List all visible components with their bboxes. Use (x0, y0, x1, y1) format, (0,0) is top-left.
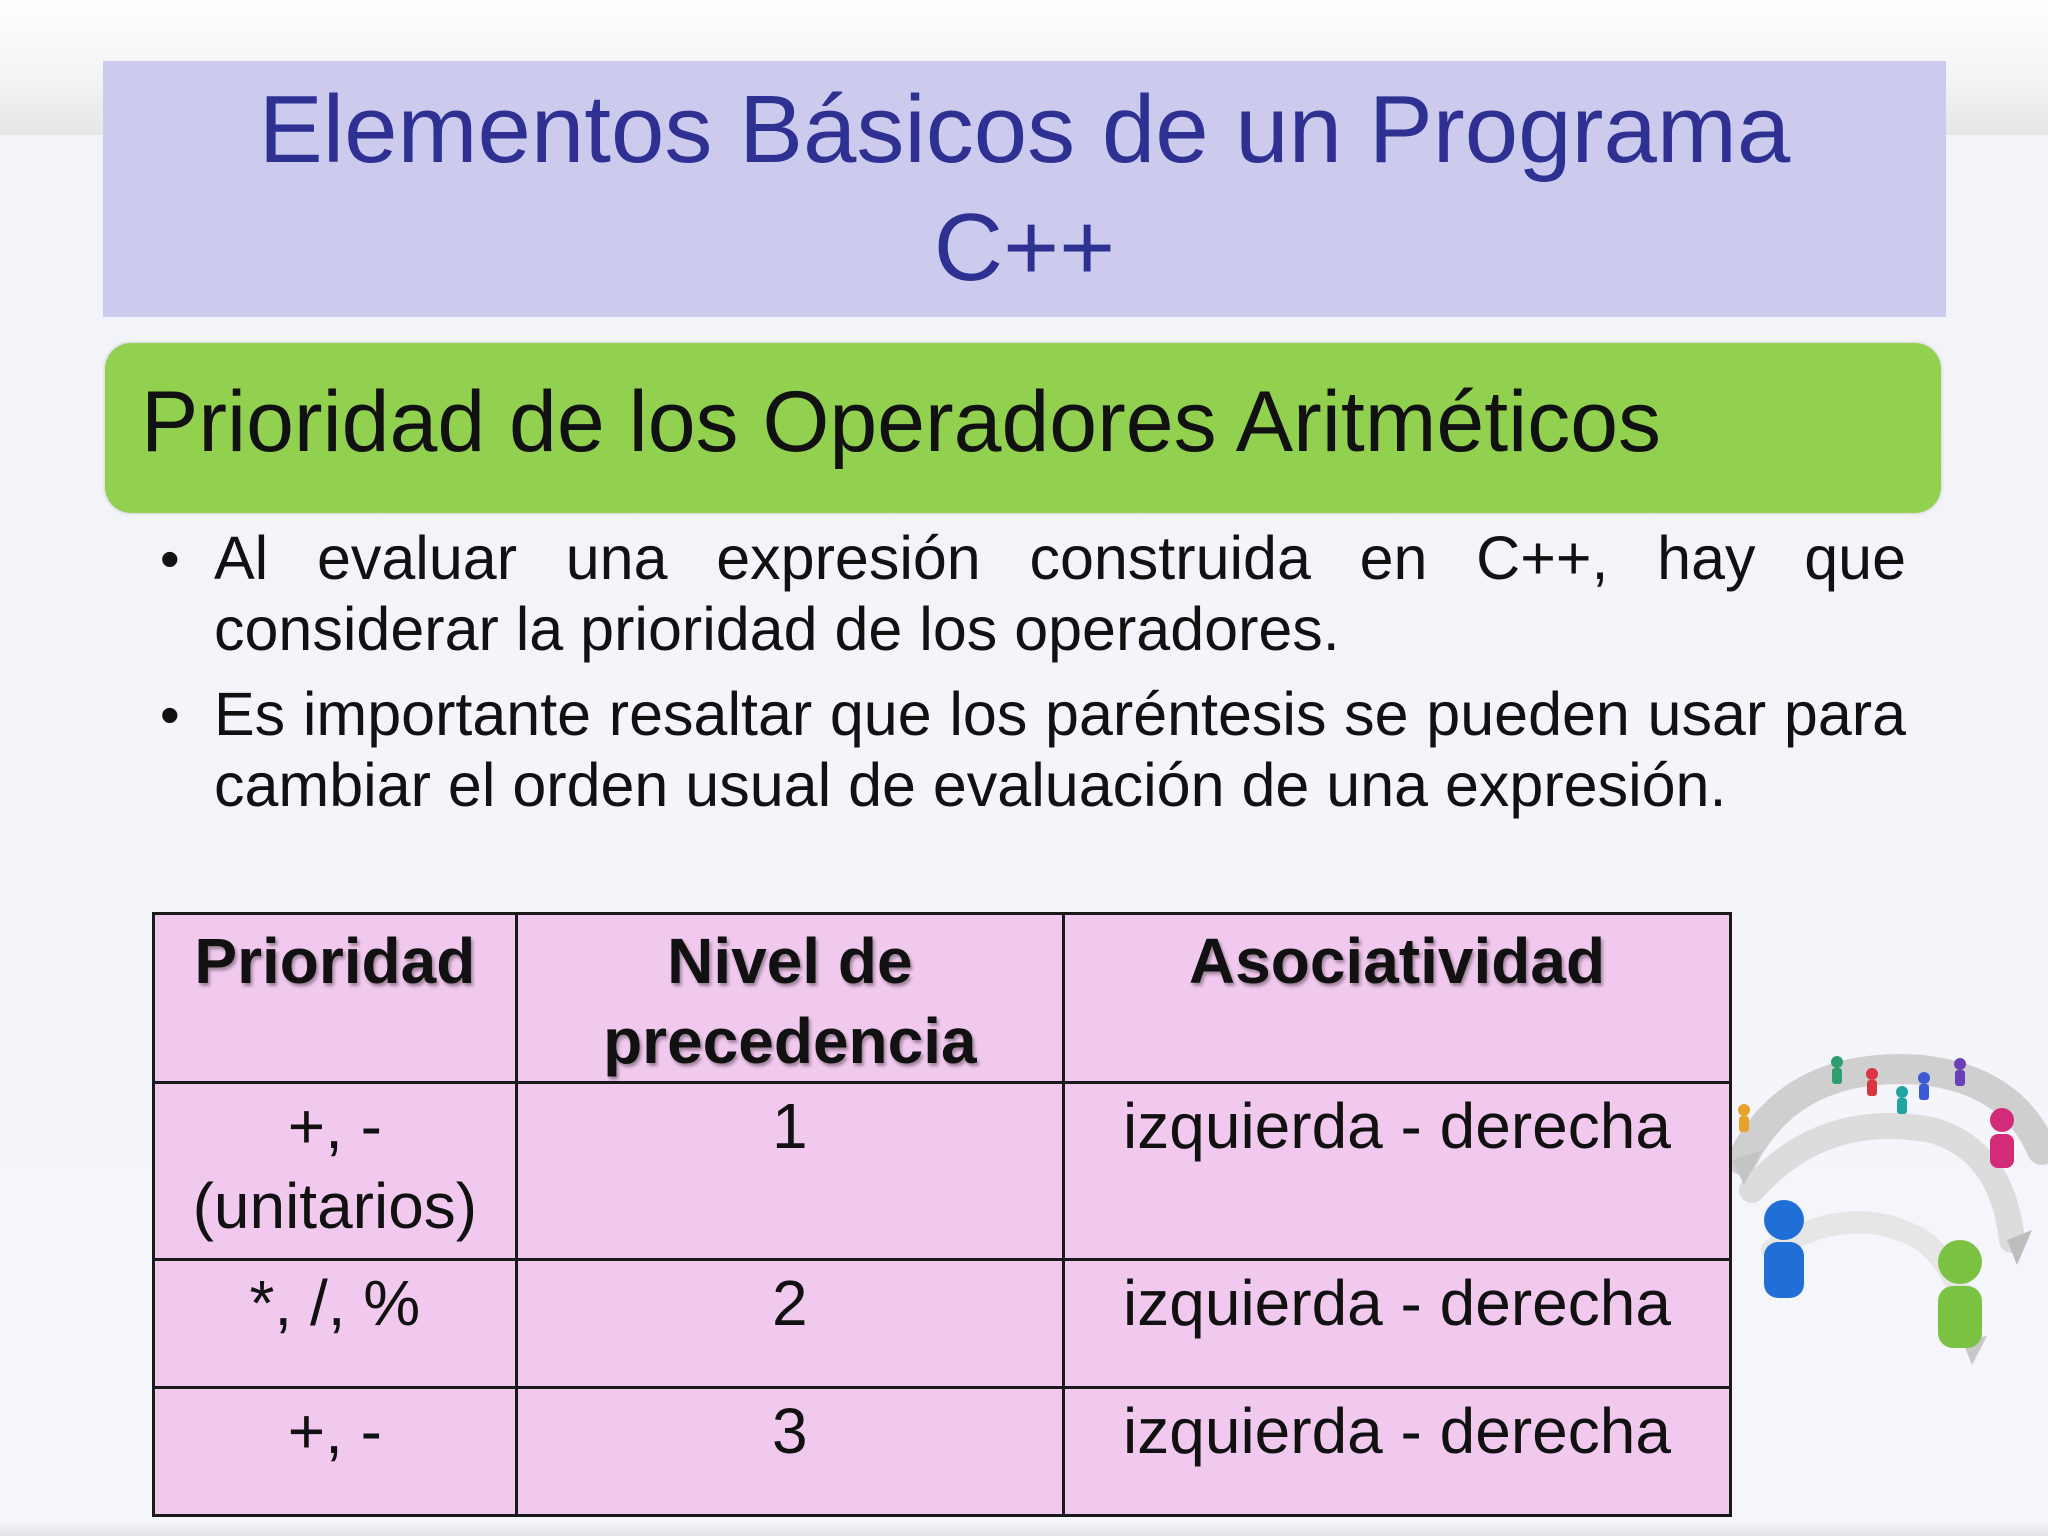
subtitle-text: Prioridad de los Operadores Aritméticos (141, 374, 1662, 470)
cell-associativity: izquierda - derecha (1063, 1260, 1730, 1388)
subtitle-banner (105, 343, 1941, 513)
cell-level: 3 (516, 1388, 1063, 1516)
cell-associativity: izquierda - derecha (1063, 1083, 1730, 1260)
header-precedence-level (516, 914, 1063, 1083)
header-priority: Prioridad (154, 914, 517, 1083)
cell-associativity: izquierda - derecha (1063, 1388, 1730, 1516)
table-row (154, 1083, 1731, 1260)
table-row (154, 1260, 1731, 1388)
cell-priority: +, - (unitarios) (154, 1083, 517, 1260)
table-row (154, 1388, 1731, 1516)
cell-level: 2 (516, 1260, 1063, 1388)
bullet-text-1: Al evaluar una expresión construida en C++, hay que considerar la prioridad de los operadores. (214, 524, 1906, 663)
slide-title-box (103, 61, 1946, 317)
table-header-row (154, 914, 1731, 1083)
header-level-line-1: Nivel de (667, 925, 913, 997)
people-network-illustration-icon (1732, 1040, 2048, 1380)
precedence-table (152, 912, 1732, 1517)
bullet-item-2 (160, 679, 1906, 821)
bullet-dot: • (160, 527, 180, 590)
header-associativity: Asociatividad (1063, 914, 1730, 1083)
header-level-line-2: precedencia (603, 1005, 977, 1077)
bullet-text-2: Es importante resaltar que los paréntesis se pueden usar para cambiar el orden usual de evaluación de una expresión. (214, 680, 1906, 819)
slide-title-line-1: Elementos Básicos de un Programa (258, 76, 1791, 183)
bullet-item-1 (160, 523, 1906, 665)
bullet-dot: • (160, 683, 180, 746)
cell-priority: +, - (154, 1388, 517, 1516)
slide-bottom-shadow (0, 1522, 2048, 1536)
cell-level: 1 (516, 1083, 1063, 1260)
cell-priority: *, /, % (154, 1260, 517, 1388)
slide-title-line-2: C++ (933, 194, 1116, 301)
